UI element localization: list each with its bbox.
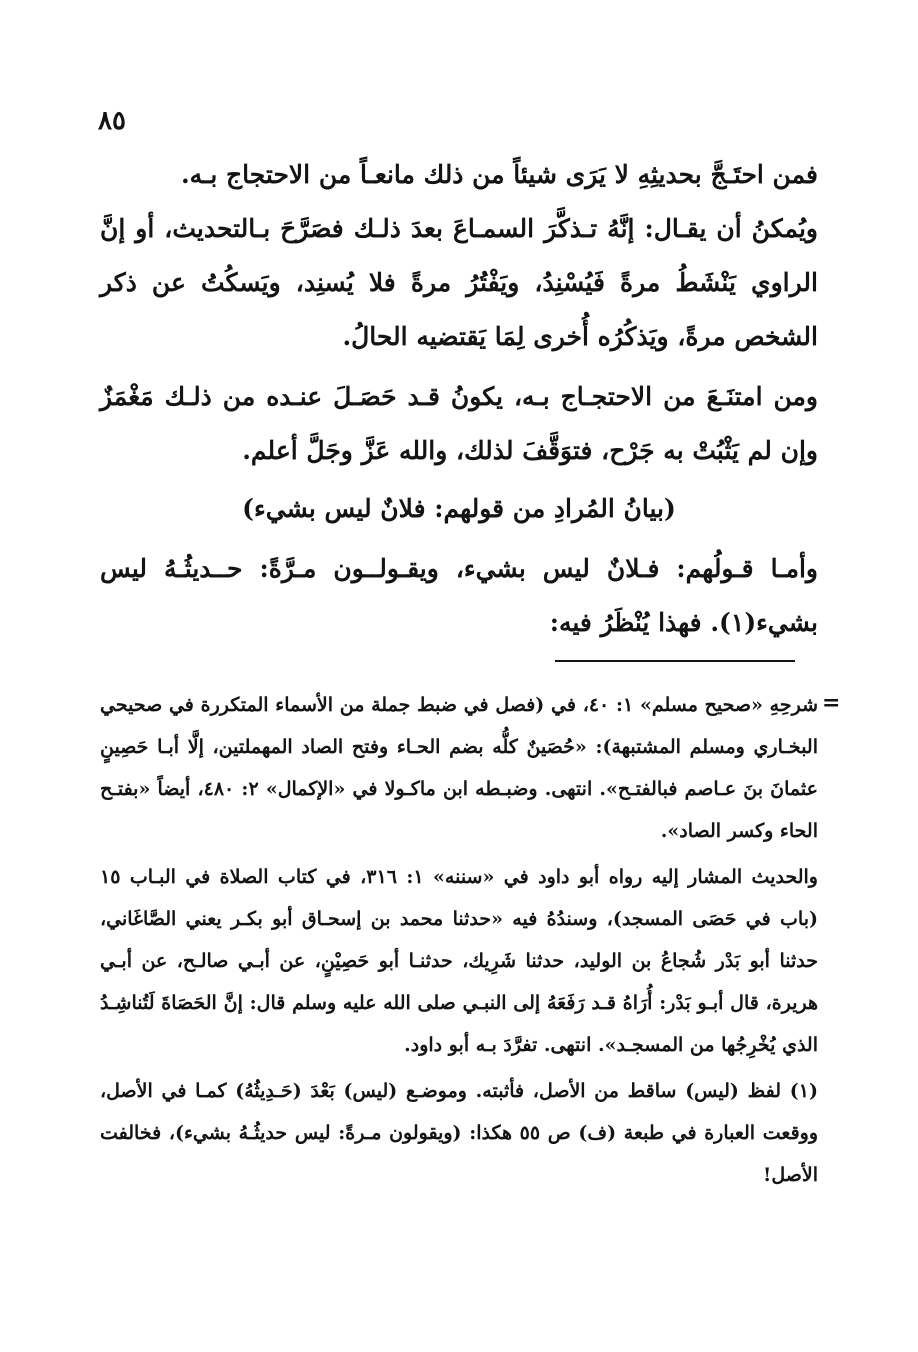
footnote-hadith-source: والحديث المشار إليه رواه أبو داود في «سننه» ١: ٣١٦، في كتاب الصلاة في البـاب ١٥ (باب في حَصَى المسجد)، وسندُهُ فيه «حدثنا محمد بن إسحـاق أبو بكـر يعني الصَّاغَاني، حدثنا أبو بَدْر شُجاعُ بن الوليد، حدثنا شَرِيك، حدثنـا أبو حَصِيْنٍ، عن أبـي صالـح، عن أبـي هريرة، قال أبـو بَدْر: أُرَاهُ قـد رَفَعَهُ إلى النبـي صلى الله عليه وسلم قال: إنَّ الحَصَاةَ لَتُناشِـدُ الذي يُخْرِجُها من المسجـد». انتهى. تفرَّدَ بـه أبو داود.: [100, 866, 818, 1056]
paragraph-2: ويُمكنُ أن يقـال: إنَّهُ تـذكَّرَ السمـاعَ بعدَ ذلـك فصَرَّحَ بـالتحديث، أو إنَّ الراوي يَنْشَطُ مرةً فَيُسْنِدُ، ويَفْتُرُ مرةً فلا يُسنِد، ويَسكُتُ عن ذكر الشخص مرةً، ويَذكُرُه أُخرى لِمَا يَقتضيه الحالُ.: [100, 214, 818, 351]
paragraph-3: ومن امتنَـعَ من الاحتجـاج بـه، يكونُ قـد حَصَـلَ عنـده من ذلـك مَغْمَزٌ وإن لم يَثْبُتْ به جَرْح، فتوَقَّفَ لذلك، والله عَزَّ وجَلَّ أعلم.: [100, 382, 818, 465]
footnote-continued: شرحِهِ «صحيح مسلم» ١: ٤٠، في (فصل في ضبط جملة من الأسماء المتكررة في صحيحي البخـاري ومسلم المشتبهة): «حُصَينٌ كلُّه بضم الحـاء وفتح الصاد المهملتين، إلَّا أبـا حَصِينٍ عثمانَ بنَ عـاصم فبالفتـح». انتهى. وضبـطه ابن ماكـولا في «الإكمال» ٢: ٤٨٠، أيضاً «بفتـح الحاء وكسر الصاد».: [100, 694, 819, 842]
page-number: ٨٥: [98, 106, 126, 136]
paragraph-1: فمن احتَـجَّ بحديثِهِ لا يَرَى شيئاً من ذلك مانعـاً من الاحتجاج بـه.: [180, 160, 818, 189]
footnotes: [100, 684, 818, 1196]
paragraph-4: وأمـا قـولُهم: فـلانٌ ليس بشيء، ويقـولــون مـرَّةً: حــديثُـهُ ليس بشيء(١). فهذا يُنْظَرُ فيه:: [100, 554, 818, 637]
footnote-1: (١) لفظ (ليس) ساقط من الأصل، فأثبته. وموضـع (ليس) بَعْدَ (حَـدِيثُهُ) كمـا في الأصل، ووقعت العبارة في طبعة (ف) ص ٥٥ هكذا: (ويقولون مـرةً: ليس حديثُـهُ بشيء)، فخالفت الأصل!: [100, 1080, 818, 1186]
main-text: [100, 148, 818, 650]
footnote-continuation-mark: =: [822, 690, 841, 716]
section-heading: (بيانُ المُرادِ من قولهم: فلانٌ ليس بشيء): [242, 494, 676, 523]
footnote-separator: [555, 660, 795, 662]
